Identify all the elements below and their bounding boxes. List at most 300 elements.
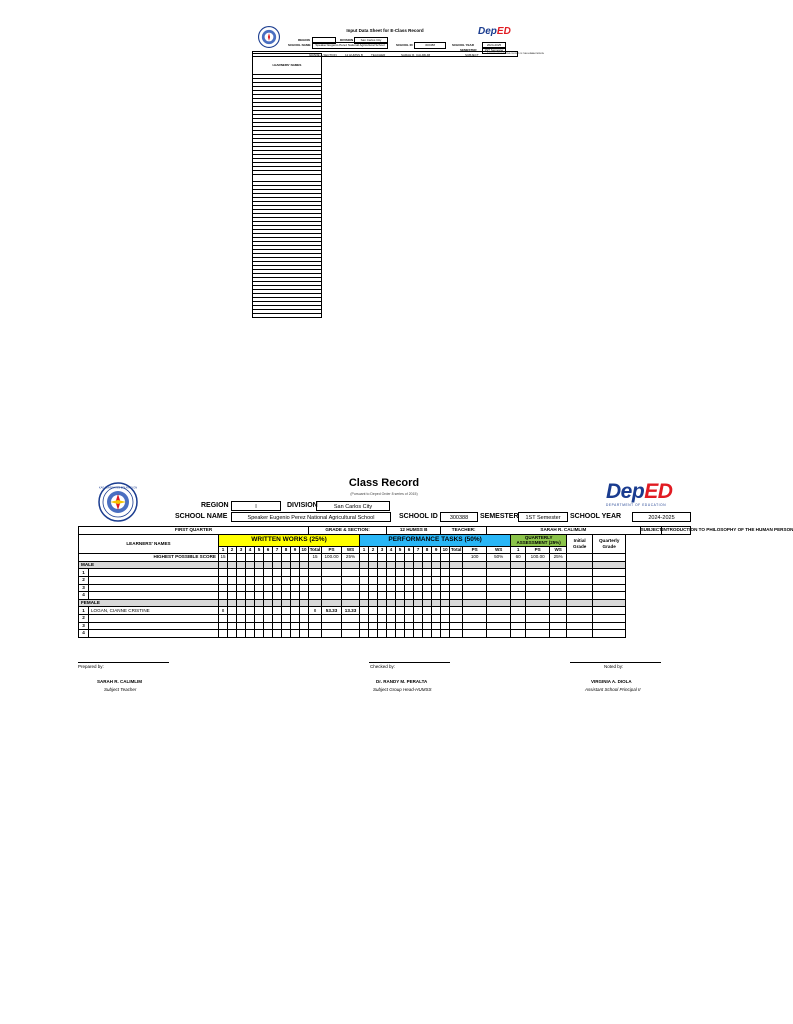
semester-label: SEMESTER [480, 513, 519, 520]
score-cell[interactable] [396, 592, 405, 600]
score-cell[interactable] [264, 630, 273, 638]
score-cell[interactable] [291, 630, 300, 638]
score-cell [378, 561, 387, 569]
score-cell[interactable] [273, 622, 282, 630]
score-cell[interactable] [450, 569, 463, 577]
division-field[interactable]: San Carlos City [354, 37, 388, 44]
score-cell[interactable] [309, 614, 322, 622]
score-cell[interactable] [405, 614, 414, 622]
score-cell[interactable] [463, 592, 487, 600]
score-cell[interactable] [255, 584, 264, 592]
score-cell[interactable] [309, 569, 322, 577]
score-cell[interactable] [300, 569, 309, 577]
score-cell[interactable] [369, 630, 378, 638]
score-cell[interactable] [228, 607, 237, 615]
score-cell[interactable] [463, 576, 487, 584]
qa-ps-header: PS [526, 546, 550, 554]
score-cell[interactable] [237, 614, 246, 622]
score-cell[interactable] [322, 592, 342, 600]
score-cell[interactable] [255, 576, 264, 584]
score-cell[interactable] [450, 622, 463, 630]
score-cell[interactable] [255, 607, 264, 615]
ww-ps-header: PS [322, 546, 342, 554]
score-cell[interactable] [414, 569, 423, 577]
score-cell[interactable] [487, 607, 511, 615]
score-cell[interactable] [255, 614, 264, 622]
score-cell[interactable] [387, 630, 396, 638]
score-cell[interactable] [593, 569, 626, 577]
score-cell[interactable] [423, 576, 432, 584]
learner-name-cell[interactable] [89, 569, 219, 577]
score-cell[interactable] [423, 607, 432, 615]
semester-field[interactable]: 1ST Semester [482, 47, 506, 54]
score-cell[interactable] [219, 584, 228, 592]
learner-name-cell[interactable]: LOGAN, CIANNE CRISTINE [89, 607, 219, 615]
score-cell[interactable] [378, 576, 387, 584]
score-cell[interactable] [300, 584, 309, 592]
score-cell[interactable] [360, 569, 369, 577]
score-cell[interactable] [432, 576, 441, 584]
score-cell[interactable] [246, 607, 255, 615]
region-field[interactable]: I [231, 501, 281, 511]
score-cell[interactable] [342, 576, 360, 584]
table-row [79, 614, 691, 622]
score-cell[interactable] [300, 592, 309, 600]
score-cell[interactable] [219, 576, 228, 584]
score-cell[interactable] [526, 584, 550, 592]
hps-label: HIGHEST POSSIBLE SCORE [79, 554, 219, 562]
score-cell[interactable] [246, 569, 255, 577]
score-cell [387, 561, 396, 569]
score-cell[interactable] [282, 584, 291, 592]
score-cell[interactable] [369, 592, 378, 600]
score-cell[interactable] [432, 592, 441, 600]
score-cell[interactable] [526, 592, 550, 600]
score-cell[interactable] [219, 592, 228, 600]
score-cell [322, 599, 342, 607]
pt-col-9: 9 [432, 546, 441, 554]
score-cell[interactable] [360, 630, 369, 638]
score-cell[interactable] [378, 614, 387, 622]
score-cell[interactable] [526, 614, 550, 622]
score-cell[interactable] [273, 576, 282, 584]
score-cell[interactable] [264, 584, 273, 592]
score-cell[interactable] [450, 584, 463, 592]
score-cell[interactable] [593, 614, 626, 622]
score-cell[interactable] [282, 607, 291, 615]
score-cell[interactable] [567, 630, 593, 638]
score-cell[interactable] [441, 614, 450, 622]
score-cell[interactable] [309, 622, 322, 630]
score-cell[interactable] [487, 614, 511, 622]
score-cell[interactable] [228, 614, 237, 622]
quarterly-assessment-header: QUARTERLY ASSESSMENT (25%) [511, 534, 567, 546]
score-cell[interactable] [322, 569, 342, 577]
score-cell[interactable] [567, 607, 593, 615]
pt-col-6: 6 [405, 546, 414, 554]
score-cell[interactable] [423, 592, 432, 600]
score-cell[interactable] [360, 592, 369, 600]
score-cell[interactable] [282, 569, 291, 577]
score-cell[interactable] [322, 584, 342, 592]
school-name-label: SCHOOL NAME [175, 513, 228, 520]
score-cell[interactable] [526, 622, 550, 630]
score-cell[interactable] [237, 569, 246, 577]
score-cell[interactable] [342, 592, 360, 600]
ww-col-6: 6 [264, 546, 273, 554]
score-cell[interactable] [219, 569, 228, 577]
score-cell[interactable] [423, 630, 432, 638]
score-cell[interactable] [360, 584, 369, 592]
score-cell[interactable] [414, 576, 423, 584]
score-cell[interactable] [300, 614, 309, 622]
score-cell[interactable] [463, 622, 487, 630]
score-cell[interactable] [432, 614, 441, 622]
score-cell[interactable] [414, 584, 423, 592]
score-cell[interactable] [450, 607, 463, 615]
score-cell[interactable] [526, 569, 550, 577]
score-cell[interactable] [526, 576, 550, 584]
score-cell[interactable] [463, 584, 487, 592]
score-cell[interactable] [291, 576, 300, 584]
score-cell[interactable] [264, 614, 273, 622]
score-cell[interactable] [273, 592, 282, 600]
score-cell[interactable] [360, 607, 369, 615]
score-cell[interactable] [511, 569, 526, 577]
score-cell[interactable] [511, 584, 526, 592]
school-year-label: SCHOOL YEAR [570, 513, 622, 520]
score-cell [511, 599, 526, 607]
score-cell[interactable] [441, 576, 450, 584]
score-cell[interactable] [387, 569, 396, 577]
score-cell [550, 599, 567, 607]
learner-name-cell[interactable] [89, 592, 219, 600]
score-cell[interactable] [273, 607, 282, 615]
score-cell[interactable] [567, 592, 593, 600]
score-cell [291, 561, 300, 569]
score-cell[interactable] [228, 576, 237, 584]
school-year-field[interactable]: 2024-2025 [482, 42, 506, 49]
learner-name-row[interactable] [252, 314, 322, 318]
score-cell[interactable] [309, 592, 322, 600]
score-cell[interactable] [550, 607, 567, 615]
score-cell[interactable] [273, 614, 282, 622]
score-cell[interactable] [387, 576, 396, 584]
score-cell[interactable] [291, 614, 300, 622]
score-cell[interactable] [463, 569, 487, 577]
score-cell[interactable] [441, 569, 450, 577]
score-cell[interactable] [414, 630, 423, 638]
score-cell[interactable] [282, 592, 291, 600]
score-cell[interactable] [237, 622, 246, 630]
score-cell[interactable] [511, 622, 526, 630]
score-cell[interactable] [423, 614, 432, 622]
score-cell[interactable] [273, 584, 282, 592]
score-cell[interactable] [360, 622, 369, 630]
score-cell[interactable] [237, 630, 246, 638]
score-cell[interactable] [255, 592, 264, 600]
score-cell[interactable] [405, 622, 414, 630]
score-cell[interactable] [487, 576, 511, 584]
subject-value: INTRODUCTION TO PHILOSOPHY OF THE HUMAN PERSON [662, 527, 793, 533]
score-cell [309, 561, 322, 569]
score-cell[interactable] [432, 584, 441, 592]
score-cell[interactable] [526, 607, 550, 615]
score-cell[interactable] [396, 630, 405, 638]
score-cell [219, 599, 228, 607]
score-cell[interactable] [593, 584, 626, 592]
score-cell[interactable] [300, 607, 309, 615]
score-cell[interactable] [405, 630, 414, 638]
learner-name-cell[interactable] [89, 614, 219, 622]
score-cell[interactable] [405, 584, 414, 592]
score-cell[interactable] [405, 607, 414, 615]
score-cell[interactable] [396, 576, 405, 584]
score-cell[interactable] [387, 592, 396, 600]
score-cell[interactable] [487, 584, 511, 592]
score-cell[interactable] [237, 576, 246, 584]
score-cell[interactable] [441, 607, 450, 615]
score-cell[interactable] [511, 576, 526, 584]
score-cell[interactable] [237, 592, 246, 600]
score-cell[interactable] [300, 630, 309, 638]
score-cell[interactable] [396, 614, 405, 622]
score-cell [441, 599, 450, 607]
score-cell[interactable] [405, 592, 414, 600]
score-cell[interactable] [593, 592, 626, 600]
score-cell[interactable] [463, 607, 487, 615]
school-name-field[interactable]: Speaker Eugenio Perez National Agricultural School [312, 42, 388, 49]
table-row [79, 534, 691, 546]
learner-name-cell[interactable] [89, 630, 219, 638]
score-cell[interactable] [396, 607, 405, 615]
score-cell[interactable] [511, 630, 526, 638]
score-cell[interactable] [450, 614, 463, 622]
region-label: REGION [298, 38, 310, 42]
score-cell [593, 561, 626, 569]
semester-field[interactable]: 1ST Semester [518, 512, 568, 522]
score-cell[interactable] [567, 569, 593, 577]
score-cell[interactable] [593, 630, 626, 638]
score-cell[interactable] [228, 630, 237, 638]
score-cell[interactable] [450, 630, 463, 638]
score-cell[interactable] [378, 584, 387, 592]
score-cell [273, 599, 282, 607]
score-cell[interactable] [246, 584, 255, 592]
school-year-field[interactable]: 2024-2025 [632, 512, 691, 522]
score-cell[interactable] [342, 569, 360, 577]
score-cell[interactable] [550, 576, 567, 584]
score-cell[interactable] [511, 592, 526, 600]
score-cell[interactable] [237, 584, 246, 592]
ww-col-7: 7 [273, 546, 282, 554]
score-cell[interactable] [405, 569, 414, 577]
score-cell[interactable] [309, 576, 322, 584]
score-cell[interactable] [360, 614, 369, 622]
score-cell[interactable] [387, 614, 396, 622]
score-cell[interactable] [228, 584, 237, 592]
score-cell[interactable] [219, 614, 228, 622]
score-cell[interactable] [378, 630, 387, 638]
score-cell[interactable] [273, 569, 282, 577]
score-cell[interactable] [593, 622, 626, 630]
score-cell[interactable] [432, 607, 441, 615]
score-cell[interactable] [387, 607, 396, 615]
learner-name-cell[interactable] [89, 584, 219, 592]
score-cell[interactable] [432, 630, 441, 638]
score-cell[interactable] [432, 622, 441, 630]
score-cell[interactable] [567, 614, 593, 622]
score-cell[interactable] [511, 614, 526, 622]
ww-score-1[interactable]: 8 [219, 607, 228, 615]
score-cell[interactable] [550, 622, 567, 630]
score-cell[interactable] [423, 622, 432, 630]
score-cell [264, 561, 273, 569]
score-cell[interactable] [228, 569, 237, 577]
score-cell[interactable] [291, 584, 300, 592]
score-cell[interactable] [282, 622, 291, 630]
score-cell[interactable] [487, 569, 511, 577]
checked-title: Subject Group Head-HUMSS [373, 687, 432, 692]
score-cell[interactable] [423, 569, 432, 577]
score-cell[interactable] [441, 630, 450, 638]
score-cell[interactable] [567, 622, 593, 630]
score-cell [342, 561, 360, 569]
learner-name-cell[interactable] [89, 622, 219, 630]
score-cell[interactable] [264, 607, 273, 615]
score-cell[interactable] [342, 584, 360, 592]
score-cell[interactable] [487, 592, 511, 600]
score-cell[interactable] [246, 576, 255, 584]
score-cell[interactable] [387, 622, 396, 630]
score-cell[interactable] [264, 576, 273, 584]
score-cell[interactable] [246, 630, 255, 638]
score-cell[interactable] [291, 569, 300, 577]
score-cell[interactable] [593, 576, 626, 584]
score-cell[interactable] [369, 614, 378, 622]
score-cell[interactable] [441, 622, 450, 630]
score-cell[interactable] [378, 569, 387, 577]
score-cell[interactable] [264, 622, 273, 630]
score-cell[interactable] [309, 630, 322, 638]
score-cell[interactable] [487, 622, 511, 630]
score-cell[interactable] [369, 622, 378, 630]
score-cell[interactable] [414, 622, 423, 630]
score-cell[interactable] [396, 622, 405, 630]
score-cell[interactable] [322, 630, 342, 638]
score-cell[interactable] [255, 630, 264, 638]
score-cell[interactable] [378, 622, 387, 630]
school-id-field[interactable]: 300388 [414, 42, 446, 49]
score-cell[interactable] [255, 622, 264, 630]
score-cell[interactable] [450, 592, 463, 600]
score-cell[interactable] [526, 630, 550, 638]
pt-col-5: 5 [396, 546, 405, 554]
score-cell[interactable] [550, 569, 567, 577]
score-cell[interactable] [291, 592, 300, 600]
score-cell[interactable] [550, 592, 567, 600]
score-cell[interactable] [291, 607, 300, 615]
score-cell[interactable] [228, 592, 237, 600]
score-cell[interactable] [228, 622, 237, 630]
score-cell[interactable] [550, 630, 567, 638]
school-name-field[interactable]: Speaker Eugenio Perez National Agricultural School [231, 512, 391, 522]
score-cell[interactable] [342, 630, 360, 638]
score-cell[interactable] [282, 576, 291, 584]
score-cell[interactable] [219, 622, 228, 630]
score-cell[interactable] [219, 630, 228, 638]
score-cell[interactable] [450, 576, 463, 584]
score-cell[interactable] [264, 592, 273, 600]
score-cell [414, 561, 423, 569]
score-cell[interactable] [237, 607, 246, 615]
score-cell[interactable] [405, 576, 414, 584]
score-cell[interactable] [300, 622, 309, 630]
score-cell[interactable] [291, 622, 300, 630]
score-cell[interactable] [322, 614, 342, 622]
score-cell[interactable] [246, 614, 255, 622]
score-cell[interactable] [414, 592, 423, 600]
score-cell[interactable] [463, 614, 487, 622]
score-cell[interactable] [369, 584, 378, 592]
division-field[interactable]: San Carlos City [316, 501, 390, 511]
score-cell[interactable] [414, 607, 423, 615]
score-cell[interactable] [567, 576, 593, 584]
score-cell[interactable] [441, 592, 450, 600]
score-cell[interactable] [342, 622, 360, 630]
score-cell[interactable] [593, 607, 626, 615]
score-cell[interactable] [360, 576, 369, 584]
score-cell[interactable] [246, 592, 255, 600]
qa-ws-header: WS [550, 546, 567, 554]
score-cell[interactable] [414, 614, 423, 622]
score-cell[interactable] [396, 569, 405, 577]
score-cell[interactable] [264, 569, 273, 577]
score-cell[interactable] [567, 584, 593, 592]
score-cell[interactable] [369, 607, 378, 615]
score-cell[interactable] [369, 576, 378, 584]
score-cell[interactable] [441, 584, 450, 592]
score-cell[interactable] [487, 630, 511, 638]
score-cell[interactable] [309, 584, 322, 592]
score-cell[interactable] [378, 607, 387, 615]
pt-col-3: 3 [378, 546, 387, 554]
hps-qa-ps: 100.00 [526, 554, 550, 562]
score-cell[interactable] [432, 569, 441, 577]
score-cell[interactable] [282, 630, 291, 638]
score-cell[interactable] [378, 592, 387, 600]
score-cell[interactable] [342, 614, 360, 622]
subject-label: SUBJECT: [640, 527, 664, 533]
score-cell[interactable] [423, 584, 432, 592]
score-cell[interactable] [255, 569, 264, 577]
score-cell[interactable] [550, 584, 567, 592]
score-cell[interactable] [387, 584, 396, 592]
score-cell[interactable] [396, 584, 405, 592]
score-cell[interactable] [550, 614, 567, 622]
score-cell[interactable] [282, 614, 291, 622]
learner-name-cell[interactable] [89, 576, 219, 584]
score-cell[interactable] [322, 576, 342, 584]
score-cell[interactable] [246, 622, 255, 630]
score-cell[interactable] [300, 576, 309, 584]
score-cell[interactable] [369, 569, 378, 577]
score-cell[interactable] [463, 630, 487, 638]
school-id-field[interactable]: 300388 [440, 512, 478, 522]
score-cell[interactable] [322, 622, 342, 630]
score-cell[interactable] [511, 607, 526, 615]
score-cell[interactable] [273, 630, 282, 638]
